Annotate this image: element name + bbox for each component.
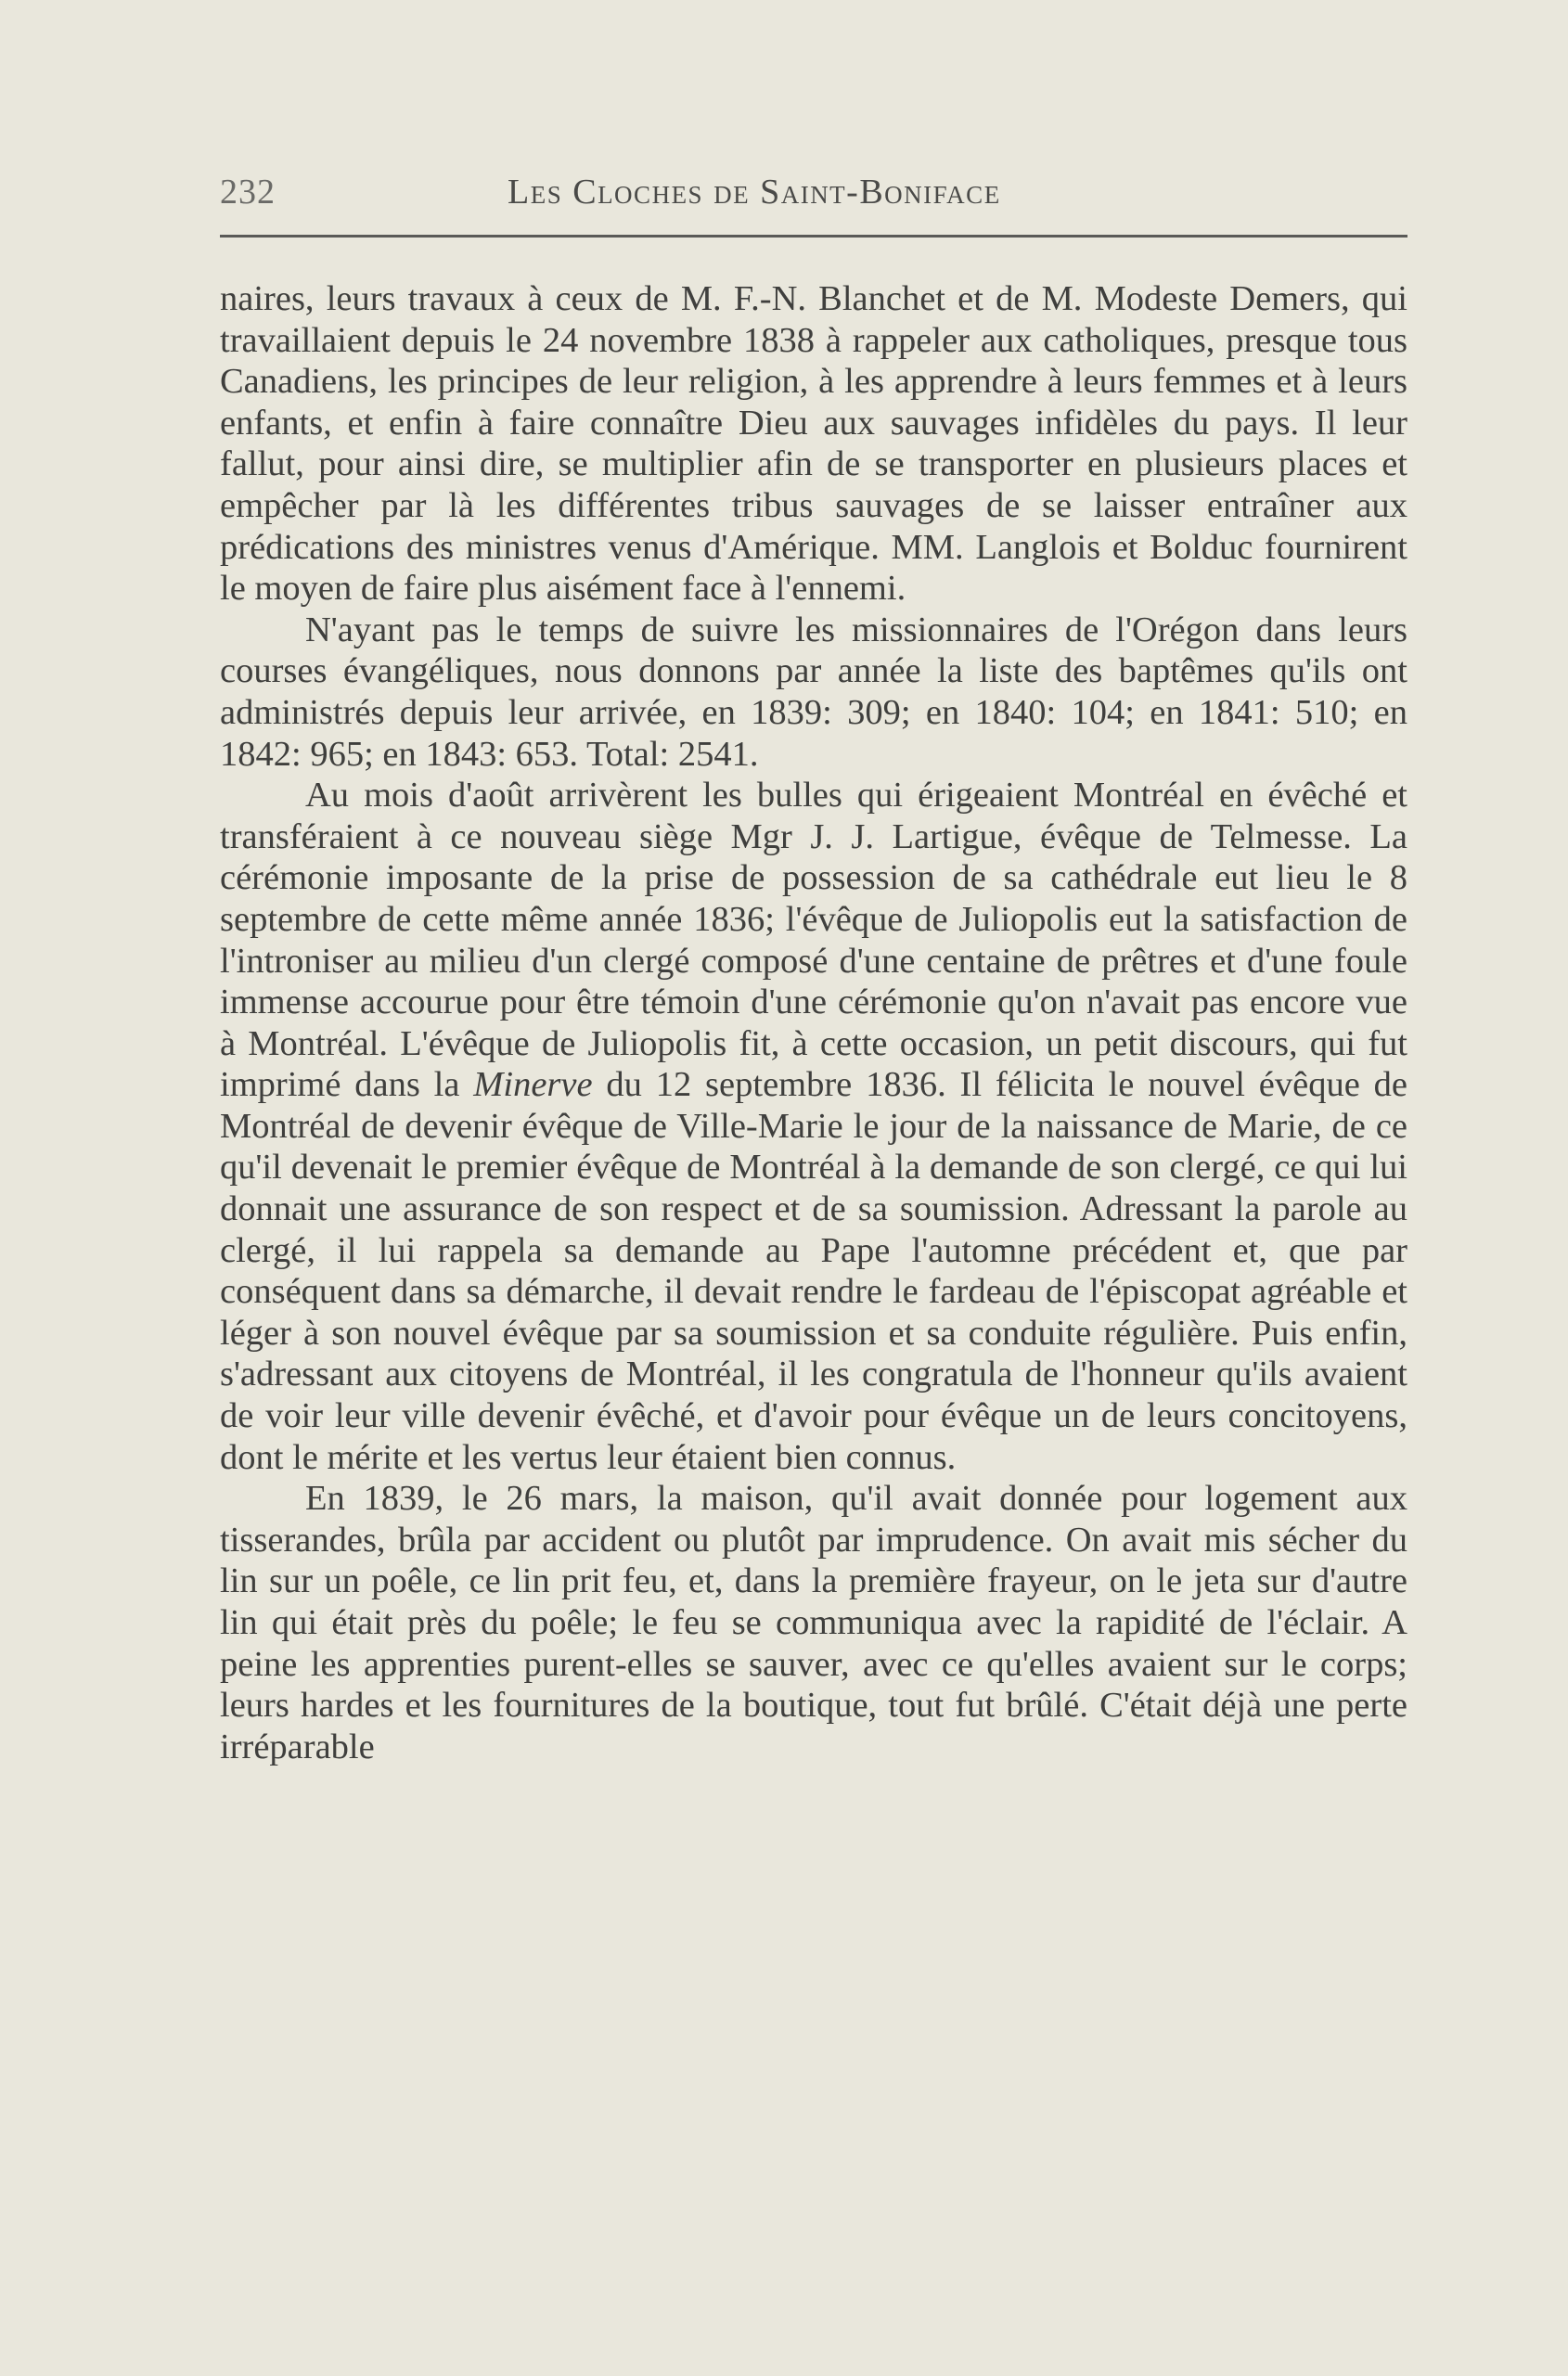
page-header: [220, 172, 1407, 218]
paragraph-2: N'ayant pas le temps de suivre les missionnaires de l'Orégon dans leurs courses évangéliques, nous donnons par année la liste des baptêmes qu'ils ont administrés depuis leur arrivée, en 1839: 309; en 1840: 104; en 1841: 510; en 1842: 965; en 1843: 653. Total: 2541.: [220, 610, 1407, 774]
body-text: [220, 278, 1407, 1767]
header-rule: [220, 235, 1407, 238]
running-title: Les Cloches de Saint-Boniface: [508, 173, 1001, 212]
paragraph-4: En 1839, le 26 mars, la maison, qu'il avait donnée pour logement aux tisserandes, brûla par accident ou plutôt par imprudence. On avait mis sécher du lin sur un poêle, ce lin prit feu, et, dans la première frayeur, on le jeta sur d'autre lin qui était près du poêle; le feu se communiqua avec la rapidité de l'éclair. A peine les apprenties purent-elles se sauver, avec ce qu'elles avaient sur le corps; leurs hardes et les fournitures de la boutique, tout fut brûlé. C'était déjà une perte irréparable: [220, 1479, 1407, 1766]
paragraph-3: [220, 775, 1407, 1478]
page-number: 232: [220, 173, 276, 212]
paragraph-1: naires, leurs travaux à ceux de M. F.-N. Blanchet et de M. Modeste Demers, qui travaillaient depuis le 24 novembre 1838 à rappeler aux catholiques, presque tous Canadiens, les principes de leur religion, à les apprendre à leurs femmes et à leurs enfants, et enfin à faire connaître Dieu aux sauvages infidèles du pays. Il leur fallut, pour ainsi dire, se multiplier afin de se transporter en plusieurs places et empêcher par là les différentes tribus sauvages de se laisser entraîner aux prédications des ministres venus d'Amérique. MM. Langlois et Bolduc fournirent le moyen de faire plus aisément face à l'ennemi.: [220, 279, 1407, 609]
paragraph-3-text-before: Au mois d'août arrivèrent les bulles qui érigeaient Montréal en évêché et transféraient à ce nouveau siège Mgr J. J. Lartigue, évêque de Telmesse. La cérémonie imposante de la prise de possession de sa cathédrale eut lieu le 8 septembre de cette même année 1836; l'évêque de Juliopolis eut la satisfaction de l'introniser au milieu d'un clergé composé d'une centaine de prêtres et d'une foule immense accourue pour être témoin d'une cérémonie qu'on n'avait pas encore vue à Montréal. L'évêque de Juliopolis fit, à cette occasion, un petit discours, qui fut imprimé dans la: [220, 776, 1407, 1105]
newspaper-title: Minerve: [473, 1065, 593, 1105]
paragraph-3-text-after: du 12 septembre 1836. Il félicita le nouvel évêque de Montréal de devenir évêque de Ville-Marie le jour de la naissance de Marie, de ce qu'il devenait le premier évêque de Montréal à la demande de son clergé, ce qui lui donnait une assurance de son respect et de sa soumission. Adressant la parole au clergé, il lui rappela sa demande au Pape l'automne précédent et, que par conséquent dans sa démarche, il devait rendre le fardeau de l'épiscopat agréable et léger à son nouvel évêque par sa soumission et sa conduite régulière. Puis enfin, s'adressant aux citoyens de Montréal, il les congratula de l'honneur qu'ils avaient de voir leur ville devenir évêché, et d'avoir pour évêque un de leurs concitoyens, dont le mérite et les vertus leur étaient bien connus.: [220, 1065, 1407, 1477]
